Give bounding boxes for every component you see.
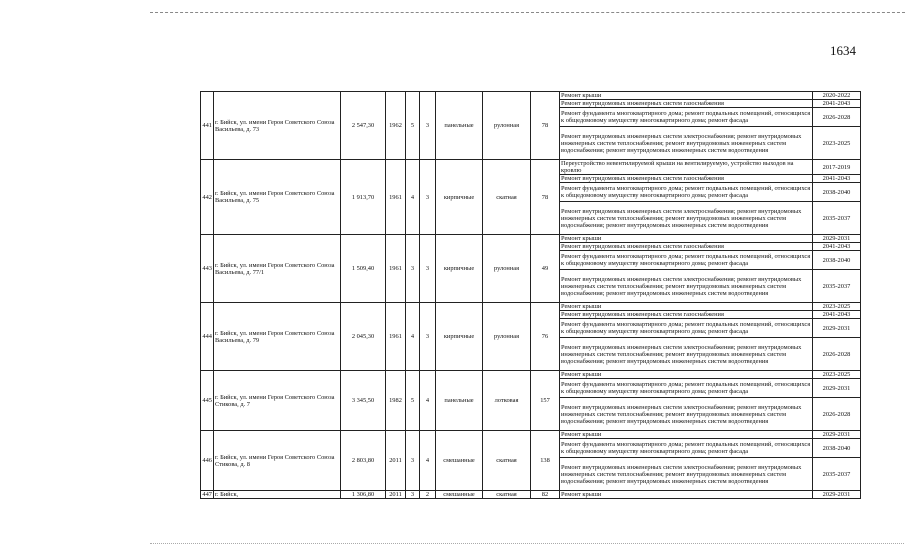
- wall-material: кирпичные: [436, 303, 483, 371]
- work-period: 2038-2040: [813, 183, 861, 202]
- floors-count: 5: [406, 371, 420, 431]
- work-type: Ремонт внутридомовых инженерных систем газоснабжения: [560, 243, 813, 251]
- floors-count: 3: [406, 431, 420, 491]
- floors-count: 3: [406, 491, 420, 499]
- apartments-count: 157: [531, 371, 560, 431]
- work-period: 2029-2031: [813, 379, 861, 398]
- scan-top-edge: [150, 12, 905, 13]
- work-period: 2041-2043: [813, 311, 861, 319]
- build-year: 2011: [386, 491, 406, 499]
- apartments-count: 138: [531, 431, 560, 491]
- house-address: г. Бийск, ул. имени Героя Советского Союза Васильева, д. 75: [214, 160, 341, 235]
- build-year: 1961: [386, 235, 406, 303]
- wall-material: панельные: [436, 92, 483, 160]
- row-number: 445: [201, 371, 214, 431]
- table-row: [201, 92, 861, 100]
- work-type: Ремонт внутридомовых инженерных систем электроснабжения; ремонт внутридомовых инженерных систем теплоснабжения; ремонт внутридомовых инженерных систем водоснабжения; ремонт внутридомовых инженерных систем водоотведения: [560, 398, 813, 431]
- work-period: 2023-2025: [813, 303, 861, 311]
- row-number: 447: [202, 491, 212, 498]
- roof-type: рулонная: [483, 235, 531, 303]
- work-period: 2041-2043: [813, 175, 861, 183]
- work-type: Ремонт фундамента многоквартирного дома; ремонт подвальных помещений, относящихся к общедомовому имуществу многоквартирного дома; ремонт фасада: [560, 251, 813, 270]
- build-year: 1961: [386, 303, 406, 371]
- entrances-count: 4: [420, 371, 436, 431]
- house-address: г. Бийск,: [214, 491, 341, 499]
- wall-material: панельные: [436, 371, 483, 431]
- house-area: 1 913,70: [341, 160, 386, 235]
- build-year: 1982: [386, 371, 406, 431]
- scan-bottom-edge: [150, 543, 905, 544]
- house-area: 1 306,80: [341, 491, 386, 499]
- roof-type: рулонная: [483, 303, 531, 371]
- work-period: 2029-2031: [813, 491, 861, 499]
- house-address: г. Бийск, ул. имени Героя Советского Союза Васильева, д. 73: [214, 92, 341, 160]
- work-period: 2029-2031: [813, 319, 861, 338]
- work-type: Ремонт фундамента многоквартирного дома; ремонт подвальных помещений, относящихся к общедомовому имуществу многоквартирного дома; ремонт фасада: [560, 319, 813, 338]
- apartments-count: 82: [531, 491, 560, 499]
- house-area: 2 803,80: [341, 431, 386, 491]
- house-address: г. Бийск, ул. имени Героя Советского Союза Васильева, д. 77/1: [214, 235, 341, 303]
- build-year: 2011: [386, 431, 406, 491]
- row-number: 441: [201, 92, 214, 160]
- table-row: [201, 235, 861, 243]
- work-period: 2026-2028: [813, 108, 861, 127]
- work-type: Ремонт внутридомовых инженерных систем электроснабжения; ремонт внутридомовых инженерных систем теплоснабжения; ремонт внутридомовых инженерных систем водоснабжения; ремонт внутридомовых инженерных систем водоотведения: [560, 270, 813, 303]
- work-type: Ремонт внутридомовых инженерных систем электроснабжения; ремонт внутридомовых инженерных систем теплоснабжения; ремонт внутридомовых инженерных систем водоснабжения; ремонт внутридомовых инженерных систем водоотведения: [560, 338, 813, 371]
- entrances-count: 3: [420, 235, 436, 303]
- work-period: 2026-2028: [813, 338, 861, 371]
- work-period: 2029-2031: [813, 235, 861, 243]
- table-body: [201, 92, 861, 499]
- apartments-count: 76: [531, 303, 560, 371]
- work-period: 2038-2040: [813, 251, 861, 270]
- page-number: 1634: [830, 43, 856, 58]
- house-address: г. Бийск, ул. имени Героя Советского Союза Васильева, д. 79: [214, 303, 341, 371]
- apartments-count: 78: [531, 92, 560, 160]
- table-row: [201, 371, 861, 379]
- work-type: Ремонт крыши: [560, 303, 813, 311]
- work-type: Ремонт крыши: [560, 235, 813, 243]
- work-type: Ремонт фундамента многоквартирного дома; ремонт подвальных помещений, относящихся к общедомовому имуществу многоквартирного дома; ремонт фасада: [560, 379, 813, 398]
- house-area: 2 045,30: [341, 303, 386, 371]
- work-type: Переустройство невентилируемой крыши на вентилируемую, устройство выходов на кровлю: [560, 160, 813, 175]
- work-period: 2026-2028: [813, 398, 861, 431]
- work-period: 2029-2031: [813, 431, 861, 439]
- house-area: 1 509,40: [341, 235, 386, 303]
- row-number: 443: [201, 235, 214, 303]
- work-period: 2035-2037: [813, 458, 861, 491]
- floors-count: 5: [406, 92, 420, 160]
- build-year: 1961: [386, 160, 406, 235]
- table-row: [201, 431, 861, 439]
- table-row: [201, 303, 861, 311]
- house-address: г. Бийск, ул. имени Героя Советского Союза Стикова, д. 7: [214, 371, 341, 431]
- row-number: 442: [201, 160, 214, 235]
- work-type: Ремонт крыши: [560, 92, 813, 100]
- entrances-count: 3: [420, 92, 436, 160]
- table-row: [201, 160, 861, 175]
- house-area: 2 547,30: [341, 92, 386, 160]
- house-area: 3 345,50: [341, 371, 386, 431]
- table-row: [201, 491, 861, 499]
- roof-type: скатная: [483, 491, 531, 499]
- work-type: Ремонт крыши: [560, 431, 813, 439]
- roof-type: рулонная: [483, 92, 531, 160]
- row-number: 444: [201, 303, 214, 371]
- entrances-count: 4: [420, 431, 436, 491]
- row-number: 446: [201, 431, 214, 491]
- apartments-count: 49: [531, 235, 560, 303]
- work-type: Ремонт фундамента многоквартирного дома; ремонт подвальных помещений, относящихся к общедомовому имуществу многоквартирного дома; ремонт фасада: [560, 183, 813, 202]
- work-type: Ремонт внутридомовых инженерных систем газоснабжения: [560, 100, 813, 108]
- work-type: Ремонт фундамента многоквартирного дома; ремонт подвальных помещений, относящихся к общедомовому имуществу многоквартирного дома; ремонт фасада: [560, 439, 813, 458]
- work-type: Ремонт крыши: [560, 491, 813, 499]
- work-type: Ремонт внутридомовых инженерных систем газоснабжения: [560, 175, 813, 183]
- work-period: 2017-2019: [813, 160, 861, 175]
- work-period: 2023-2025: [813, 127, 861, 160]
- floors-count: 4: [406, 303, 420, 371]
- roof-type: скатная: [483, 431, 531, 491]
- work-type: Ремонт внутридомовых инженерных систем электроснабжения; ремонт внутридомовых инженерных систем теплоснабжения; ремонт внутридомовых инженерных систем водоснабжения; ремонт внутридомовых инженерных систем водоотведения: [560, 202, 813, 235]
- wall-material: кирпичные: [436, 235, 483, 303]
- build-year: 1962: [386, 92, 406, 160]
- work-period: 2020-2022: [813, 92, 861, 100]
- work-period: 2041-2043: [813, 100, 861, 108]
- work-period: 2041-2043: [813, 243, 861, 251]
- work-type: Ремонт фундамента многоквартирного дома; ремонт подвальных помещений, относящихся к общедомовому имуществу многоквартирного дома; ремонт фасада: [560, 108, 813, 127]
- floors-count: 3: [406, 235, 420, 303]
- entrances-count: 3: [420, 160, 436, 235]
- wall-material: смешанные: [436, 491, 483, 499]
- wall-material: смешанные: [436, 431, 483, 491]
- work-period: 2035-2037: [813, 202, 861, 235]
- floors-count: 4: [406, 160, 420, 235]
- work-type: Ремонт внутридомовых инженерных систем газоснабжения: [560, 311, 813, 319]
- work-type: Ремонт внутридомовых инженерных систем электроснабжения; ремонт внутридомовых инженерных систем теплоснабжения; ремонт внутридомовых инженерных систем водоснабжения; ремонт внутридомовых инженерных систем водоотведения: [560, 127, 813, 160]
- wall-material: кирпичные: [436, 160, 483, 235]
- house-address: г. Бийск, ул. имени Героя Советского Союза Стикова, д. 8: [214, 431, 341, 491]
- work-period: 2035-2037: [813, 270, 861, 303]
- work-period: 2038-2040: [813, 439, 861, 458]
- apartments-count: 78: [531, 160, 560, 235]
- work-period: 2023-2025: [813, 371, 861, 379]
- entrances-count: 2: [420, 491, 436, 499]
- entrances-count: 3: [420, 303, 436, 371]
- repair-program-table: [200, 91, 861, 499]
- roof-type: лотковая: [483, 371, 531, 431]
- work-type: Ремонт крыши: [560, 371, 813, 379]
- work-type: Ремонт внутридомовых инженерных систем электроснабжения; ремонт внутридомовых инженерных систем теплоснабжения; ремонт внутридомовых инженерных систем водоснабжения; ремонт внутридомовых инженерных систем водоотведения: [560, 458, 813, 491]
- roof-type: скатная: [483, 160, 531, 235]
